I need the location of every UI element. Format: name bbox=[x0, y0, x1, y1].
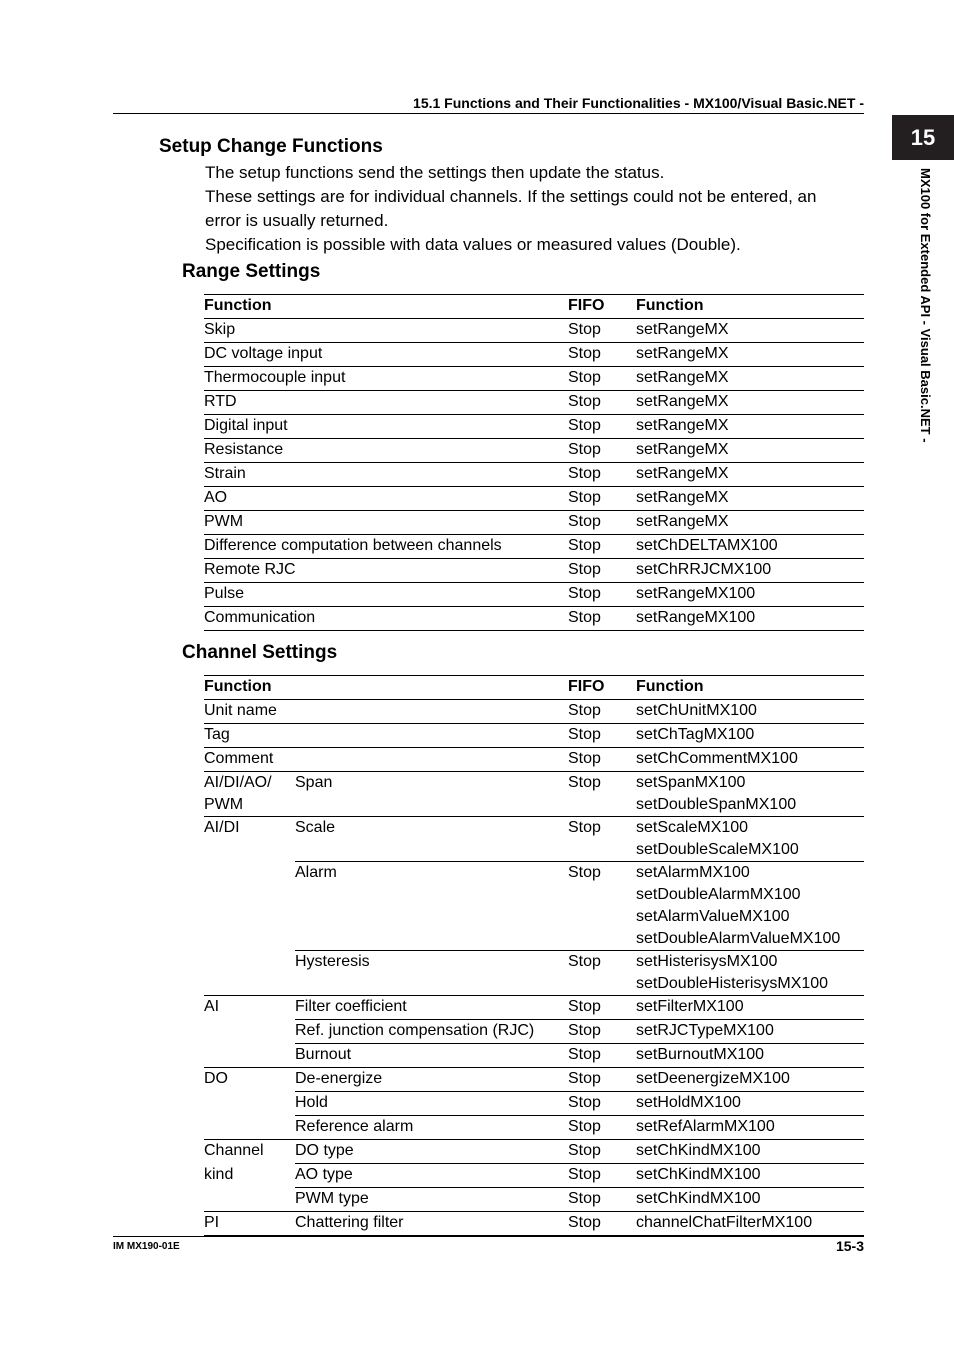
chapter-tab: 15 bbox=[892, 115, 954, 160]
table-row bbox=[204, 343, 864, 367]
channel-api-cell bbox=[636, 817, 864, 862]
channel-item-cell: Alarm bbox=[295, 862, 568, 951]
channel-col-fifo: FIFO bbox=[568, 678, 605, 695]
channel-api-name: setChCommentMX100 bbox=[636, 750, 798, 767]
range-function-cell: Difference computation between channels bbox=[204, 537, 502, 554]
channel-api-name: setRJCTypeMX100 bbox=[636, 1022, 774, 1039]
table-row bbox=[204, 463, 864, 487]
channel-api-cell bbox=[636, 1068, 864, 1092]
table-row bbox=[204, 367, 864, 391]
channel-col-api: Function bbox=[636, 678, 704, 695]
channel-fifo-cell: Stop bbox=[568, 1164, 636, 1188]
channel-api-name: setRefAlarmMX100 bbox=[636, 1118, 775, 1135]
channel-item-cell: PWM type bbox=[295, 1188, 568, 1212]
table-row bbox=[204, 817, 864, 862]
channel-group-cell bbox=[204, 1140, 295, 1164]
channel-item-cell: Hysteresis bbox=[295, 951, 568, 996]
channel-item-cell: Reference alarm bbox=[295, 1116, 568, 1140]
channel-fifo-cell: Stop bbox=[568, 951, 636, 996]
table-row bbox=[204, 1068, 864, 1092]
channel-item-cell: Filter coefficient bbox=[295, 996, 568, 1020]
channel-item-cell: De-energize bbox=[295, 1068, 568, 1092]
channel-group-cell bbox=[204, 772, 295, 817]
channel-fifo-cell: Stop bbox=[568, 996, 636, 1020]
channel-api-cell bbox=[636, 996, 864, 1020]
range-fifo-cell: Stop bbox=[568, 513, 601, 530]
range-fifo-cell: Stop bbox=[568, 537, 601, 554]
range-fifo-cell: Stop bbox=[568, 369, 601, 386]
range-fifo-cell: Stop bbox=[568, 393, 601, 410]
range-col-fifo: FIFO bbox=[568, 297, 605, 314]
range-api-cell: setRangeMX100 bbox=[636, 609, 756, 626]
range-fifo-cell: Stop bbox=[568, 417, 601, 434]
range-api-cell: setRangeMX bbox=[636, 417, 729, 434]
channel-fifo-cell: Stop bbox=[568, 817, 636, 862]
table-row bbox=[204, 1140, 864, 1164]
channel-item-cell: Ref. junction compensation (RJC) bbox=[295, 1020, 568, 1044]
running-header: 15.1 Functions and Their Functionalities - MX100/Visual Basic.NET - bbox=[413, 95, 864, 111]
table-row bbox=[204, 724, 864, 748]
channel-item-cell: Scale bbox=[295, 817, 568, 862]
table-row bbox=[204, 748, 864, 772]
range-api-cell: setRangeMX bbox=[636, 465, 729, 482]
channel-api-name: setDoubleSpanMX100 bbox=[636, 796, 797, 813]
range-function-cell: Resistance bbox=[204, 441, 284, 458]
range-api-cell: setRangeMX bbox=[636, 441, 729, 458]
channel-api-name: channelChatFilterMX100 bbox=[636, 1214, 813, 1231]
channel-group-label: Unit name bbox=[204, 702, 277, 719]
channel-item-cell: DO type bbox=[295, 1140, 568, 1164]
channel-fifo-cell: Stop bbox=[568, 1116, 636, 1140]
table-row bbox=[204, 535, 864, 559]
channel-api-cell bbox=[636, 1188, 864, 1212]
channel-item-cell: Burnout bbox=[295, 1044, 568, 1068]
range-function-cell: PWM bbox=[204, 513, 244, 530]
range-fifo-cell: Stop bbox=[568, 345, 601, 362]
channel-api-name: setScaleMX100 bbox=[636, 819, 749, 836]
channel-group-cell bbox=[204, 700, 568, 724]
range-function-cell: Skip bbox=[204, 321, 236, 338]
channel-api-name: setHoldMX100 bbox=[636, 1094, 741, 1111]
range-fifo-cell: Stop bbox=[568, 489, 601, 506]
range-col-api: Function bbox=[636, 297, 704, 314]
table-row bbox=[204, 607, 864, 631]
range-api-cell: setRangeMX bbox=[636, 345, 729, 362]
range-fifo-cell: Stop bbox=[568, 465, 601, 482]
side-chapter-title: MX100 for Extended API - Visual Basic.NET - bbox=[918, 168, 933, 443]
range-function-cell: AO bbox=[204, 489, 228, 506]
range-api-cell: setRangeMX bbox=[636, 513, 729, 530]
range-api-cell: setRangeMX bbox=[636, 489, 729, 506]
channel-fifo-cell: Stop bbox=[568, 1068, 636, 1092]
channel-group-label: AI bbox=[204, 998, 220, 1015]
channel-api-cell bbox=[636, 951, 864, 996]
range-api-cell: setChDELTAMX100 bbox=[636, 537, 778, 554]
channel-group-cell bbox=[204, 862, 295, 951]
channel-group-cell bbox=[204, 1116, 295, 1140]
channel-settings-table bbox=[204, 675, 864, 1236]
channel-api-name: setFilterMX100 bbox=[636, 998, 744, 1015]
setup-line-4: Specification is possible with data values or measured values (Double). bbox=[205, 235, 741, 254]
range-function-cell: Communication bbox=[204, 609, 316, 626]
channel-api-name: setChUnitMX100 bbox=[636, 702, 757, 719]
channel-api-name: setChKindMX100 bbox=[636, 1190, 761, 1207]
table-row bbox=[204, 439, 864, 463]
channel-fifo-cell: Stop bbox=[568, 772, 636, 817]
channel-group-label: AI/DI/AO/ bbox=[204, 774, 272, 791]
table-row bbox=[204, 1212, 864, 1236]
range-function-cell: RTD bbox=[204, 393, 237, 410]
channel-api-cell bbox=[636, 1044, 864, 1068]
channel-group-cell bbox=[204, 1044, 295, 1068]
channel-group-cell bbox=[204, 748, 568, 772]
setup-line-2: These settings are for individual channels. If the settings could not be entered, an bbox=[205, 187, 817, 206]
document-id: IM MX190-01E bbox=[113, 1241, 180, 1252]
channel-api-cell bbox=[636, 1020, 864, 1044]
channel-fifo-cell: Stop bbox=[568, 700, 636, 724]
range-function-cell: DC voltage input bbox=[204, 345, 323, 362]
range-heading: Range Settings bbox=[182, 261, 321, 282]
channel-group-cell bbox=[204, 1068, 295, 1092]
range-api-cell: setChRRJCMX100 bbox=[636, 561, 772, 578]
range-function-cell: Remote RJC bbox=[204, 561, 296, 578]
table-row bbox=[204, 319, 864, 343]
table-row bbox=[204, 772, 864, 817]
range-fifo-cell: Stop bbox=[568, 585, 601, 602]
channel-group-cell bbox=[204, 951, 295, 996]
channel-col-function: Function bbox=[204, 678, 272, 695]
channel-item-cell: Hold bbox=[295, 1092, 568, 1116]
channel-api-name: setChKindMX100 bbox=[636, 1166, 761, 1183]
channel-api-name: setHisterisysMX100 bbox=[636, 953, 778, 970]
channel-group-label: DO bbox=[204, 1070, 228, 1087]
table-row bbox=[204, 951, 864, 996]
table-row bbox=[204, 487, 864, 511]
range-settings-table bbox=[204, 294, 864, 631]
range-fifo-cell: Stop bbox=[568, 561, 601, 578]
table-row bbox=[204, 1020, 864, 1044]
channel-group-label: Channel bbox=[204, 1142, 264, 1159]
channel-group-cell bbox=[204, 1092, 295, 1116]
table-row bbox=[204, 1116, 864, 1140]
table-row bbox=[204, 583, 864, 607]
channel-group-label: PI bbox=[204, 1214, 220, 1231]
page-number: 15-3 bbox=[835, 1238, 864, 1254]
channel-api-cell bbox=[636, 1092, 864, 1116]
range-col-function: Function bbox=[204, 297, 272, 314]
channel-fifo-cell: Stop bbox=[568, 862, 636, 951]
channel-api-cell bbox=[636, 700, 864, 724]
channel-api-cell bbox=[636, 748, 864, 772]
table-row bbox=[204, 700, 864, 724]
table-row bbox=[204, 862, 864, 951]
channel-fifo-cell: Stop bbox=[568, 1020, 636, 1044]
range-function-cell: Pulse bbox=[204, 585, 245, 602]
channel-fifo-cell: Stop bbox=[568, 1140, 636, 1164]
channel-group-cell bbox=[204, 817, 295, 862]
channel-group-cell bbox=[204, 1164, 295, 1188]
table-row bbox=[204, 415, 864, 439]
channel-group-cell bbox=[204, 996, 295, 1020]
channel-api-name: setBurnoutMX100 bbox=[636, 1046, 765, 1063]
channel-api-name: setDoubleScaleMX100 bbox=[636, 841, 799, 858]
range-fifo-cell: Stop bbox=[568, 441, 601, 458]
range-function-cell: Strain bbox=[204, 465, 246, 482]
channel-fifo-cell: Stop bbox=[568, 748, 636, 772]
range-api-cell: setRangeMX bbox=[636, 321, 729, 338]
channel-api-name: setDoubleAlarmValueMX100 bbox=[636, 930, 841, 947]
channel-api-name: setAlarmMX100 bbox=[636, 864, 750, 881]
setup-line-3: error is usually returned. bbox=[205, 211, 389, 230]
table-row bbox=[204, 996, 864, 1020]
channel-api-name: setChTagMX100 bbox=[636, 726, 755, 743]
range-api-cell: setRangeMX100 bbox=[636, 585, 756, 602]
table-row bbox=[204, 391, 864, 415]
channel-api-name: setAlarmValueMX100 bbox=[636, 908, 790, 925]
range-api-cell: setRangeMX bbox=[636, 369, 729, 386]
channel-group-label: Tag bbox=[204, 726, 230, 743]
channel-item-cell: AO type bbox=[295, 1164, 568, 1188]
channel-api-cell bbox=[636, 862, 864, 951]
range-function-cell: Thermocouple input bbox=[204, 369, 346, 386]
setup-line-1: The setup functions send the settings then update the status. bbox=[205, 163, 665, 182]
channel-api-name: setDoubleAlarmMX100 bbox=[636, 886, 801, 903]
channel-api-cell bbox=[636, 1140, 864, 1164]
range-fifo-cell: Stop bbox=[568, 321, 601, 338]
range-api-cell: setRangeMX bbox=[636, 393, 729, 410]
footer-rule bbox=[113, 1236, 864, 1237]
channel-api-name: setDeenergizeMX100 bbox=[636, 1070, 790, 1087]
channel-api-cell bbox=[636, 1212, 864, 1236]
channel-api-cell bbox=[636, 1164, 864, 1188]
channel-fifo-cell: Stop bbox=[568, 1212, 636, 1236]
channel-api-name: setDoubleHisterisysMX100 bbox=[636, 975, 829, 992]
channel-group-cell bbox=[204, 724, 568, 748]
channel-api-cell bbox=[636, 724, 864, 748]
channel-group-cell bbox=[204, 1188, 295, 1212]
table-row bbox=[204, 1092, 864, 1116]
table-row bbox=[204, 1188, 864, 1212]
setup-heading: Setup Change Functions bbox=[159, 136, 383, 157]
range-function-cell: Digital input bbox=[204, 417, 288, 434]
channel-api-name: setChKindMX100 bbox=[636, 1142, 761, 1159]
channel-item-cell: Chattering filter bbox=[295, 1212, 568, 1236]
channel-group-label: AI/DI bbox=[204, 819, 240, 836]
channel-fifo-cell: Stop bbox=[568, 1092, 636, 1116]
table-row bbox=[204, 559, 864, 583]
channel-api-cell bbox=[636, 772, 864, 817]
table-row bbox=[204, 511, 864, 535]
channel-group-label: kind bbox=[204, 1165, 234, 1183]
channel-group-cell bbox=[204, 1212, 295, 1236]
channel-group-label: Comment bbox=[204, 750, 274, 767]
channel-item-cell: Span bbox=[295, 772, 568, 817]
range-fifo-cell: Stop bbox=[568, 609, 601, 626]
channel-api-cell bbox=[636, 1116, 864, 1140]
channel-fifo-cell: Stop bbox=[568, 1044, 636, 1068]
channel-fifo-cell: Stop bbox=[568, 1188, 636, 1212]
channel-api-name: setSpanMX100 bbox=[636, 774, 746, 791]
channel-fifo-cell: Stop bbox=[568, 724, 636, 748]
channel-group-cell bbox=[204, 1020, 295, 1044]
table-row bbox=[204, 1044, 864, 1068]
channel-heading: Channel Settings bbox=[182, 642, 338, 663]
header-rule bbox=[113, 113, 864, 114]
channel-group-label-line2: PWM bbox=[204, 796, 244, 813]
table-row bbox=[204, 1164, 864, 1188]
